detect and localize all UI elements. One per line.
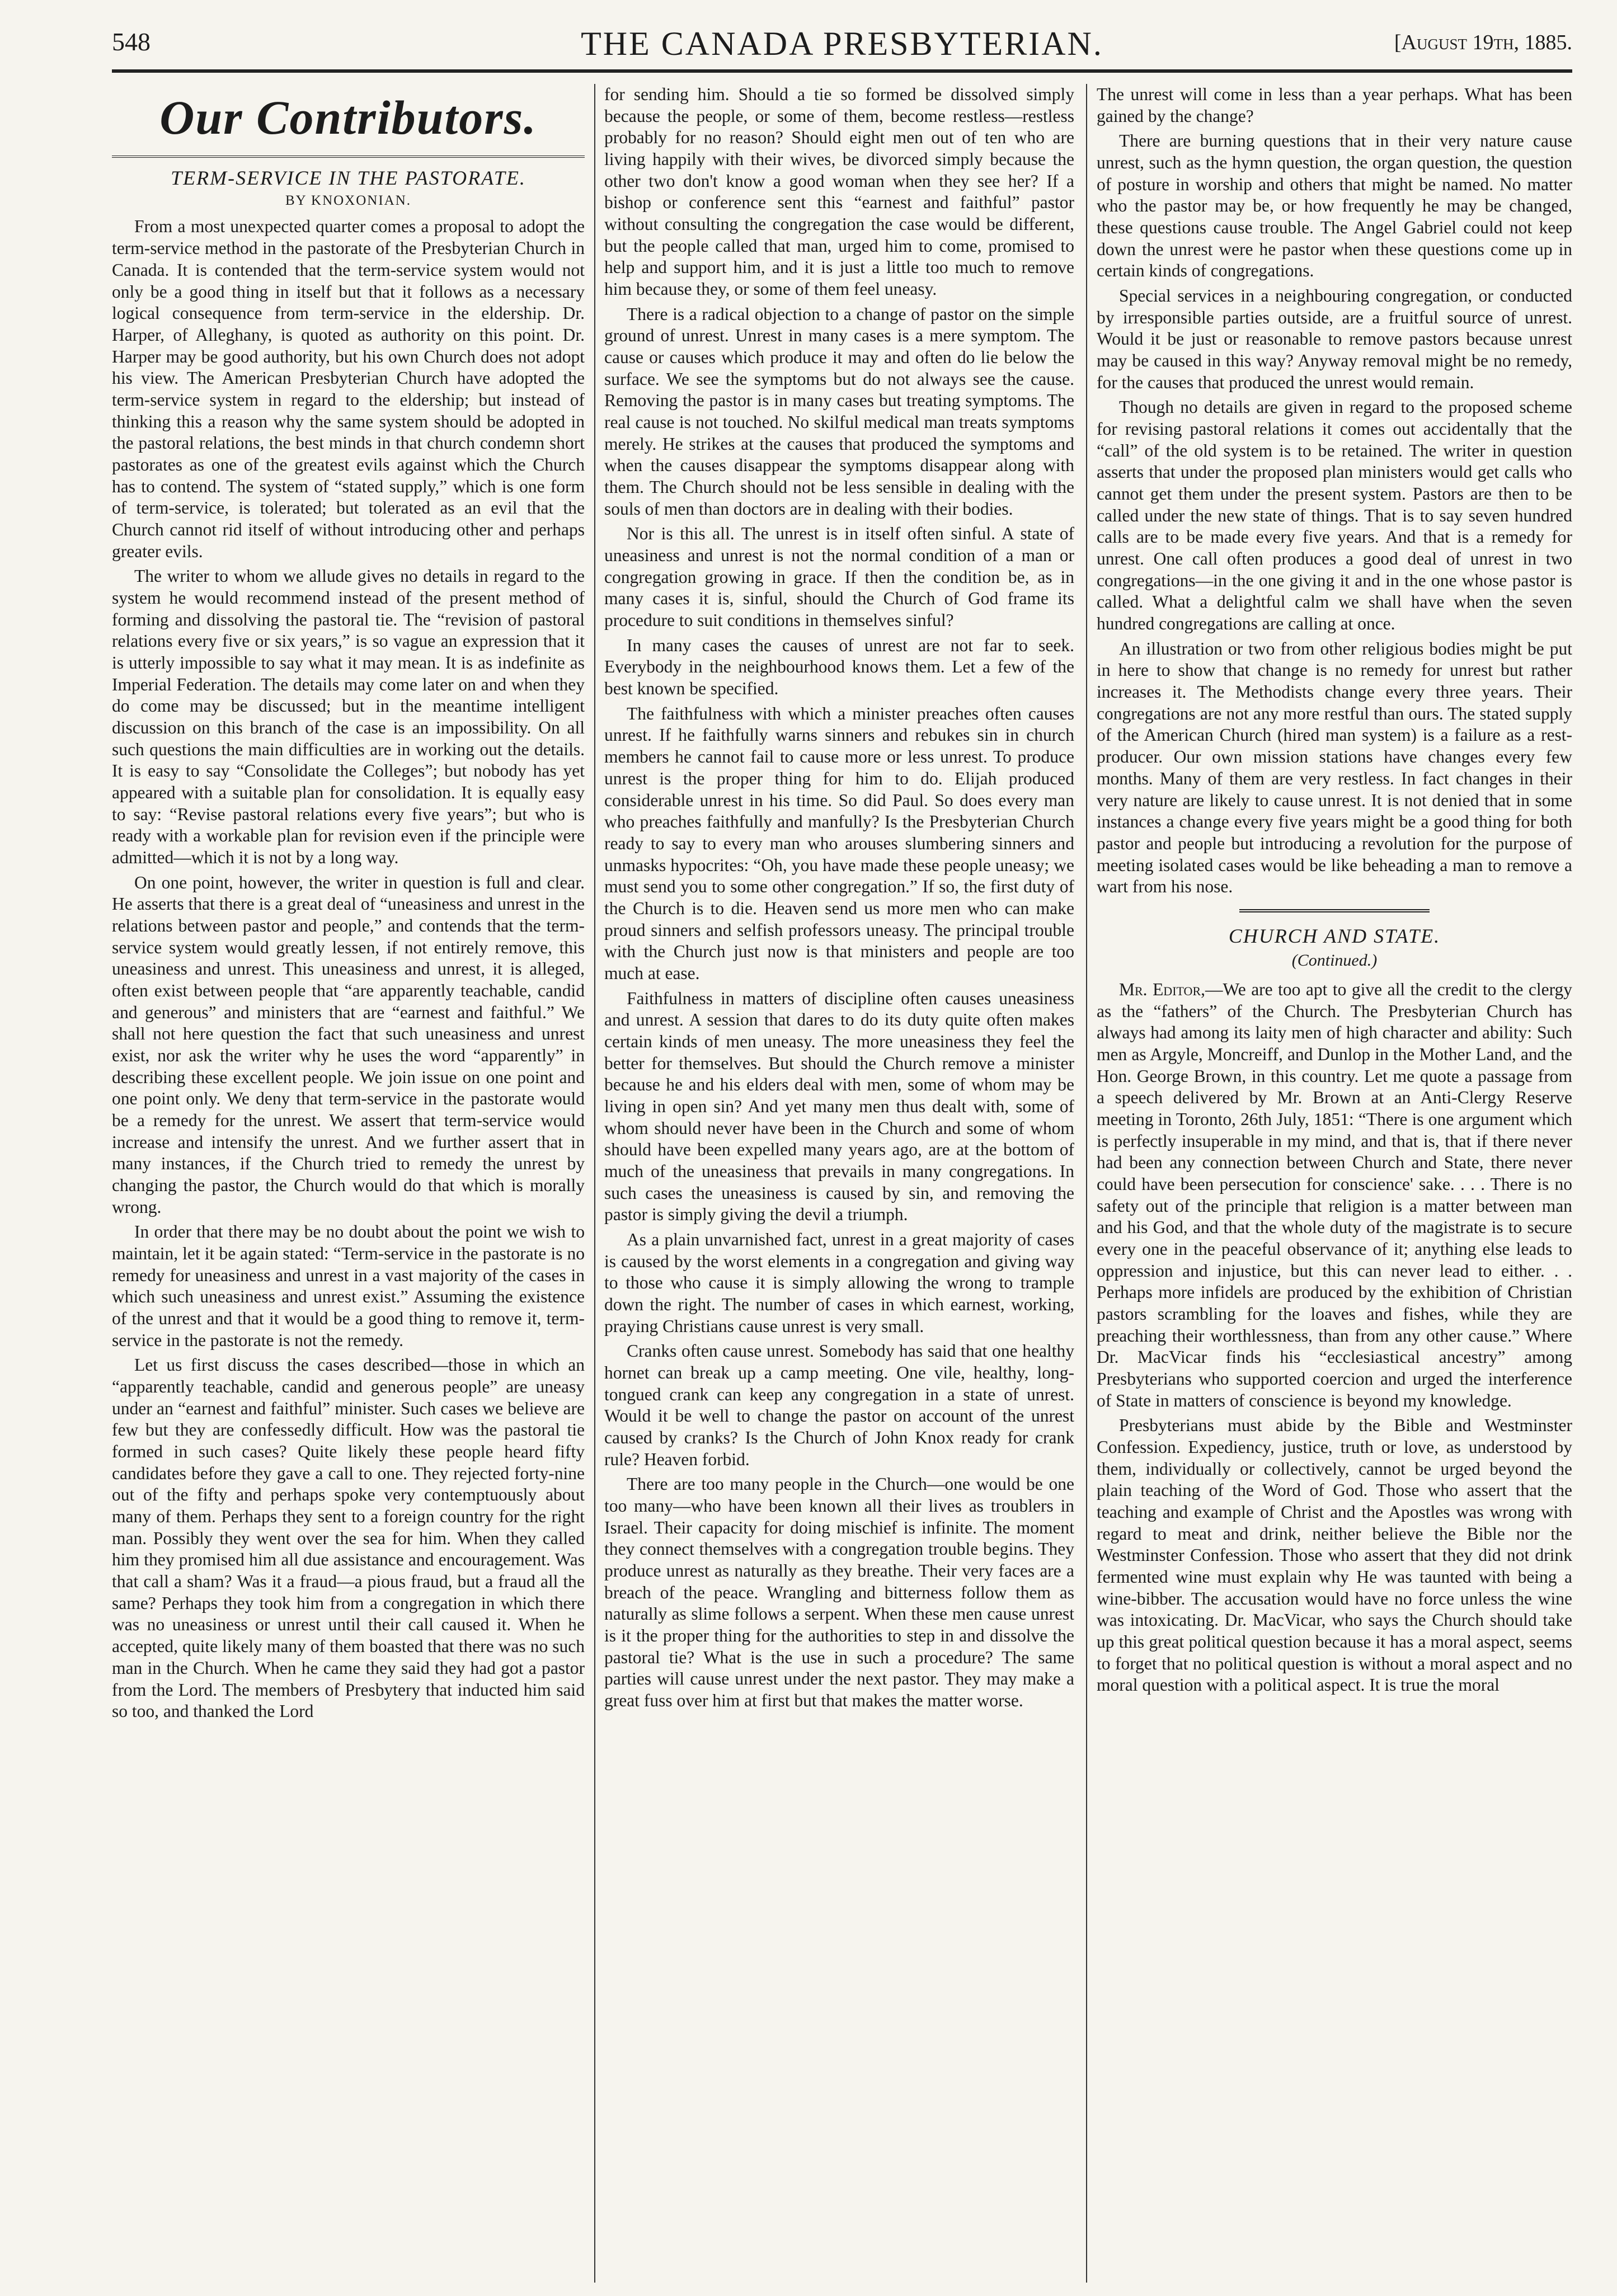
column-2 [604,84,1074,2283]
paragraph: In many cases the causes of unrest are not far to seek. Everybody in the neighbourhood knows them. Let a few of the best known be specified. [604,635,1074,699]
column-divider [1086,84,1087,2283]
page-header [112,22,1572,73]
paragraph-text: —We are too apt to give all the credit to the clergy as the “fathers” of the Church. The Presbyterian Church has always had among its laity men of high character and ability: Such men as Argyle, Moncreiff, and Dunlop in the Mother Land, and the Hon. George Brown, in this country. Let me quote a passage from a speech delivered by Mr. Brown at an Anti-Clergy Reserve meeting in Toronto, 26th July, 1851: “There is one argument which is perfectly insuperable in my mind, and that is, that if there never had been any connection between Church and State, there never could have been persecution for conscience' sake. . . . There is no safety out of the principle that religion is a matter between man and his God, and that the whole duty of the magistrate is to secure every one in the peaceful observance of it; anything else leads to oppression and injustice, but this can never lead to either. . . Perhaps more infidels are produced by the exhibition of Christian pastors scrambling for the loaves and fishes, while they are preaching their worthlessness, than from any other cause.” Where Dr. MacVicar finds his “ecclesiastical ancestry” among Presbyterians who supported coercion and urged the interference of State in matters of conscience is beyond my knowledge. [1097,979,1572,1410]
paragraph: There are burning questions that in their very nature cause unrest, such as the hymn question, the organ question, the question of posture in worship and others that might be named. No matter who the pastor may be, or how frequently he may be changed, these questions cause trouble. The Angel Gabriel could not keep down the unrest were he pastor when these questions come up in certain kinds of congregations. [1097,131,1572,281]
department-heading: Our Contributors. [112,88,585,158]
paragraph: In order that there may be no doubt about the point we wish to maintain, let it be again stated: “Term-service in the pastorate is no remedy for uneasiness and unrest in a vast majority of the cases in which such uneasiness and unrest exist.” Assuming the existence of the unrest and that it would be a good thing to remove it, term-service in the pastorate is not the remedy. [112,1222,585,1350]
paragraph: Nor is this all. The unrest is in itself often sinful. A state of uneasiness and unrest is not the normal condition of a man or congregation growing in grace. If then the condition be, as in many cases it is, sinful, should the Church of God frame its procedure to suit conditions in themselves sinful? [604,524,1074,631]
paragraph: The writer to whom we allude gives no details in regard to the system he would recommend instead of the present method of forming and dissolving the pastoral tie. The “revision of pastoral relations every five or six years,” is so vague an expression that it is utterly impossible to say what it may mean. It is as indefinite as Imperial Federation. The details may come later on and when they do come may be discussed; but in the meantime intelligent discussion on this branch of the case is an impossibility. On all such questions the main difficulties are in working out the details. It is easy to say “Consolidate the Colleges”; but nobody has yet appeared with a suitable plan for consolidation. It is equally easy to say: “Revise pastoral relations every five years”; but who is ready with a workable plan for revision even if the principle were admitted—which it is not by a long way. [112,566,585,867]
paragraph: Though no details are given in regard to the proposed scheme for revising pastoral relations it comes out accidentally that the “call” of the old system is to be retained. The writer in question asserts that under the proposed plan ministers would get calls who cannot get them under the present system. Pastors are then to be called under the new state of things. That is to say seven hundred calls are to be made every five years. And that is a remedy for unrest. One call often produces a good deal of unrest in two congregations—in the one giving it and in the one whose pastor is called. What a delightful calm we shall have when the seven hundred congregations are calling at once. [1097,397,1572,634]
continued-note: (Continued.) [1291,951,1378,970]
paragraph: Faithfulness in matters of discipline often causes uneasiness and unrest. A session that dares to do its duty quite often makes certain kinds of men uneasy. The more uneasiness they feel the better for themselves. But should the Church remove a minister because he and his elders deal with men, some of whom may be living in open sin? And yet many men thus dealt with, some of whom should never have been in the Church and some of whom should have been expelled many years ago, are at the bottom of much of the uneasiness that prevails in many congregations. In such cases the uneasiness is caused by sin, and removing the pastor is simply giving the devil a triumph. [604,988,1074,1225]
column-3 [1097,84,1572,2283]
paragraph: As a plain unvarnished fact, unrest in a great majority of cases is caused by the worst elements in a congregation and giving way to those who cause it is simply allowing the wrong to trample down the right. The number of cases in which earnest, working, praying Christians cause unrest is very small. [604,1229,1074,1336]
paragraph: There is a radical objection to a change of pastor on the simple ground of unrest. Unrest in many cases is a mere symptom. The cause or causes which produce it may and often do lie below the surface. We see the symptoms but do not always see the cause. Removing the pastor is in many cases but treating symptoms. The real cause is not touched. No skilful medical man treats symptoms merely. He strikes at the causes that produced the symptoms and when the causes disappear the symptoms disappear along with them. The Church should not be less sensible in dealing with the souls of men than doctors are in dealing with their bodies. [604,304,1074,519]
section-rule [1239,909,1430,915]
paragraph: Special services in a neighbouring congregation, or conducted by irresponsible parties outside, are a fruitful source of unrest. Would it be just or reasonable to remove pastors because unrest may be caused in this way? Anyway removal might be no remedy, for the causes that produced the unrest would remain. [1097,286,1572,392]
column-divider [594,84,595,2283]
paragraph [1097,979,1572,1412]
paragraph: Let us first discuss the cases described—those in which an “apparently teachable, candid and generous people” are uneasy under an “earnest and faithful” minister. Such cases we believe are few but they are confessedly difficult. How was the pastoral tie formed in such cases? Quite likely these people heard fifty candidates before they gave a call to one. They rejected forty-nine out of the fifty and perhaps spoke very contemptuously about many of them. Perhaps they sent to a foreign country for the right man. Possibly they went over the sea for him. When they called him they promised him all due assistance and encouragement. Was that call a sham? Was it a fraud—a pious fraud, but a fraud all the same? Perhaps they took him from a congregation in which there was no uneasiness or unrest until their call caused it. When he accepted, quite likely many of them boasted that there was no such man in the Church. When he came they said they had got a pastor from the Lord. The members of Presbytery that inducted him said so too, and thanked the Lord [112,1355,585,1721]
paragraph: An illustration or two from other religious bodies might be put in here to show that change is no remedy for unrest but rather increases it. The Methodists change every three years. Their congregations are not any more restful than ours. The stated supply of the American Church (hired man system) is a failure as a rest-producer. Our own mission stations have changes every few months. Many of them are very restless. In fact changes in their very nature are likely to cause unrest. It is not denied that in some instances a change every five years might be a good thing for both pastor and people but introducing a revolution for the purpose of meeting isolated cases would be like beheading a man to remove a wart from his nose. [1097,638,1572,897]
paragraph: Cranks often cause unrest. Somebody has said that one healthy hornet can break up a camp meeting. One vile, healthy, long-tongued crank can keep any congregation in a state of unrest. Would it be well to change the pastor on account of the unrest caused by cranks? Is the Church of John Knox ready for crank rule? Heaven forbid. [604,1341,1074,1469]
paragraph: From a most unexpected quarter comes a proposal to adopt the term-service method in the pastorate of the Presbyterian Church in Canada. It is contended that the term-service system would not only be a good thing in itself but that it follows as a necessary logical consequence from term-service in the eldership. Dr. Harper, of Alleghany, is quoted as authority on this point. Dr. Harper may be good authority, but his own Church does not adopt his view. The American Presbyterian Church have adopted the term-service system in regard to the eldership; but instead of thinking this a reason why the same system should be adopted in the pastoral relations, the best minds in that church condemn short pastorates as one of the greatest evils against which the Church has to contend. The system of “stated supply,” which is one form of term-service, is tolerated; but tolerated as an evil that the Church cannot rid itself of without introducing other and perhaps greater evils. [112,217,585,561]
column-1 [112,84,585,2283]
salutation: Mr. Editor, [1119,979,1205,999]
text-columns [112,84,1572,2283]
issue-date: [August 19th, 1885. [1394,31,1572,54]
article-title: TERM-SERVICE IN THE PASTORATE. [171,166,526,189]
paragraph: The faithfulness with which a minister preaches often causes unrest. If he faithfully warns sinners and rebukes sin in church members he cannot fail to cause more or less unrest. To produce unrest is the proper thing for him to do. Elijah produced considerable unrest in his time. So did Paul. So does every man who preaches faithfully and manfully? Is the Presbyterian Church ready to say to every man who arouses slumbering sinners and unmasks hypocrites: “Oh, you have made these people uneasy; we must send you to some other congregation.” If so, the first duty of the Church is to die. Heaven send us more men who can make proud sinners and selfish professors uneasy. The principal trouble with the Church just now is that ministers and people are too much at ease. [604,703,1074,983]
page-number: 548 [112,27,151,56]
paragraph: There are too many people in the Church—one would be one too many—who have been known all their lives as troublers in Israel. Their capacity for doing mischief is infinite. The moment they connect themselves with a congregation trouble begins. They produce unrest as naturally as they breathe. Their very faces are a breach of the peace. Wrangling and bitterness follow them as naturally as slime follows a serpent. When these men cause unrest is it the proper thing for the authorities to step in and dissolve the pastoral tie? What is the use in such a procedure? The same parties will cause unrest under the next pastor. They may make a great fuss over him at first but that makes the matter worse. [604,1474,1074,1711]
paragraph: On one point, however, the writer in question is full and clear. He asserts that there is a great deal of “uneasiness and unrest in the relations between pastor and people,” and contends that the term-service system would greatly lessen, if not entirely remove, this uneasiness and unrest. This uneasiness and unrest, it is alleged, often exist between people that “are apparently teachable, candid and generous” and ministers that are “earnest and faithful.” We shall not here question the fact that such uneasiness and unrest exist, nor ask the writer why he uses the word “apparently” in describing these excellent people. We join issue on one point and one point only. We deny that term-service in the pastorate would be a remedy for the unrest. We assert that term-service would increase and intensify the unrest. And we further assert that in many instances, if the Church tried to remedy the unrest by changing the pastor, the Church would do that which is morally wrong. [112,872,585,1217]
article-byline: BY KNOXONIAN. [285,192,412,208]
masthead-title: THE CANADA PRESBYTERIAN. [581,25,1103,62]
paragraph: Presbyterians must abide by the Bible and Westminster Confession. Expediency, justice, truth or love, as understood by them, individually or collectively, cannot be urged beyond the plain teaching of the Word of God. Those who assert that the teaching and example of Christ and the Apostles was wrong with regard to meat and drink, neither believe the Bible nor the Westminster Confession. Those who assert that they did not drink fermented wine must explain why He was taunted with being a wine-bibber. The accusation would have no force unless the wine was intoxicating. Dr. MacVicar, who says the Church should take up this great political question because it has a moral aspect, seems to forget that no political question is without a moral aspect and no moral question with a political aspect. It is true the moral [1097,1415,1572,1695]
article-title: CHURCH AND STATE. [1228,924,1441,947]
paragraph: The unrest will come in less than a year perhaps. What has been gained by the change? [1097,84,1572,126]
paragraph: for sending him. Should a tie so formed be dissolved simply because the people, or some of them, become restless—restless probably for no reason? Should eight men out of ten who are living happily with their wives, be divorced simply because the other two don't know a good woman when they see her? If a bishop or conference sent this “earnest and faithful” pastor without consulting the congregation the case would be different, but the people called that man, urged him to come, promised to help and support him, and it is just a little too much to remove him because they, or some of them feel uneasy. [604,84,1074,299]
